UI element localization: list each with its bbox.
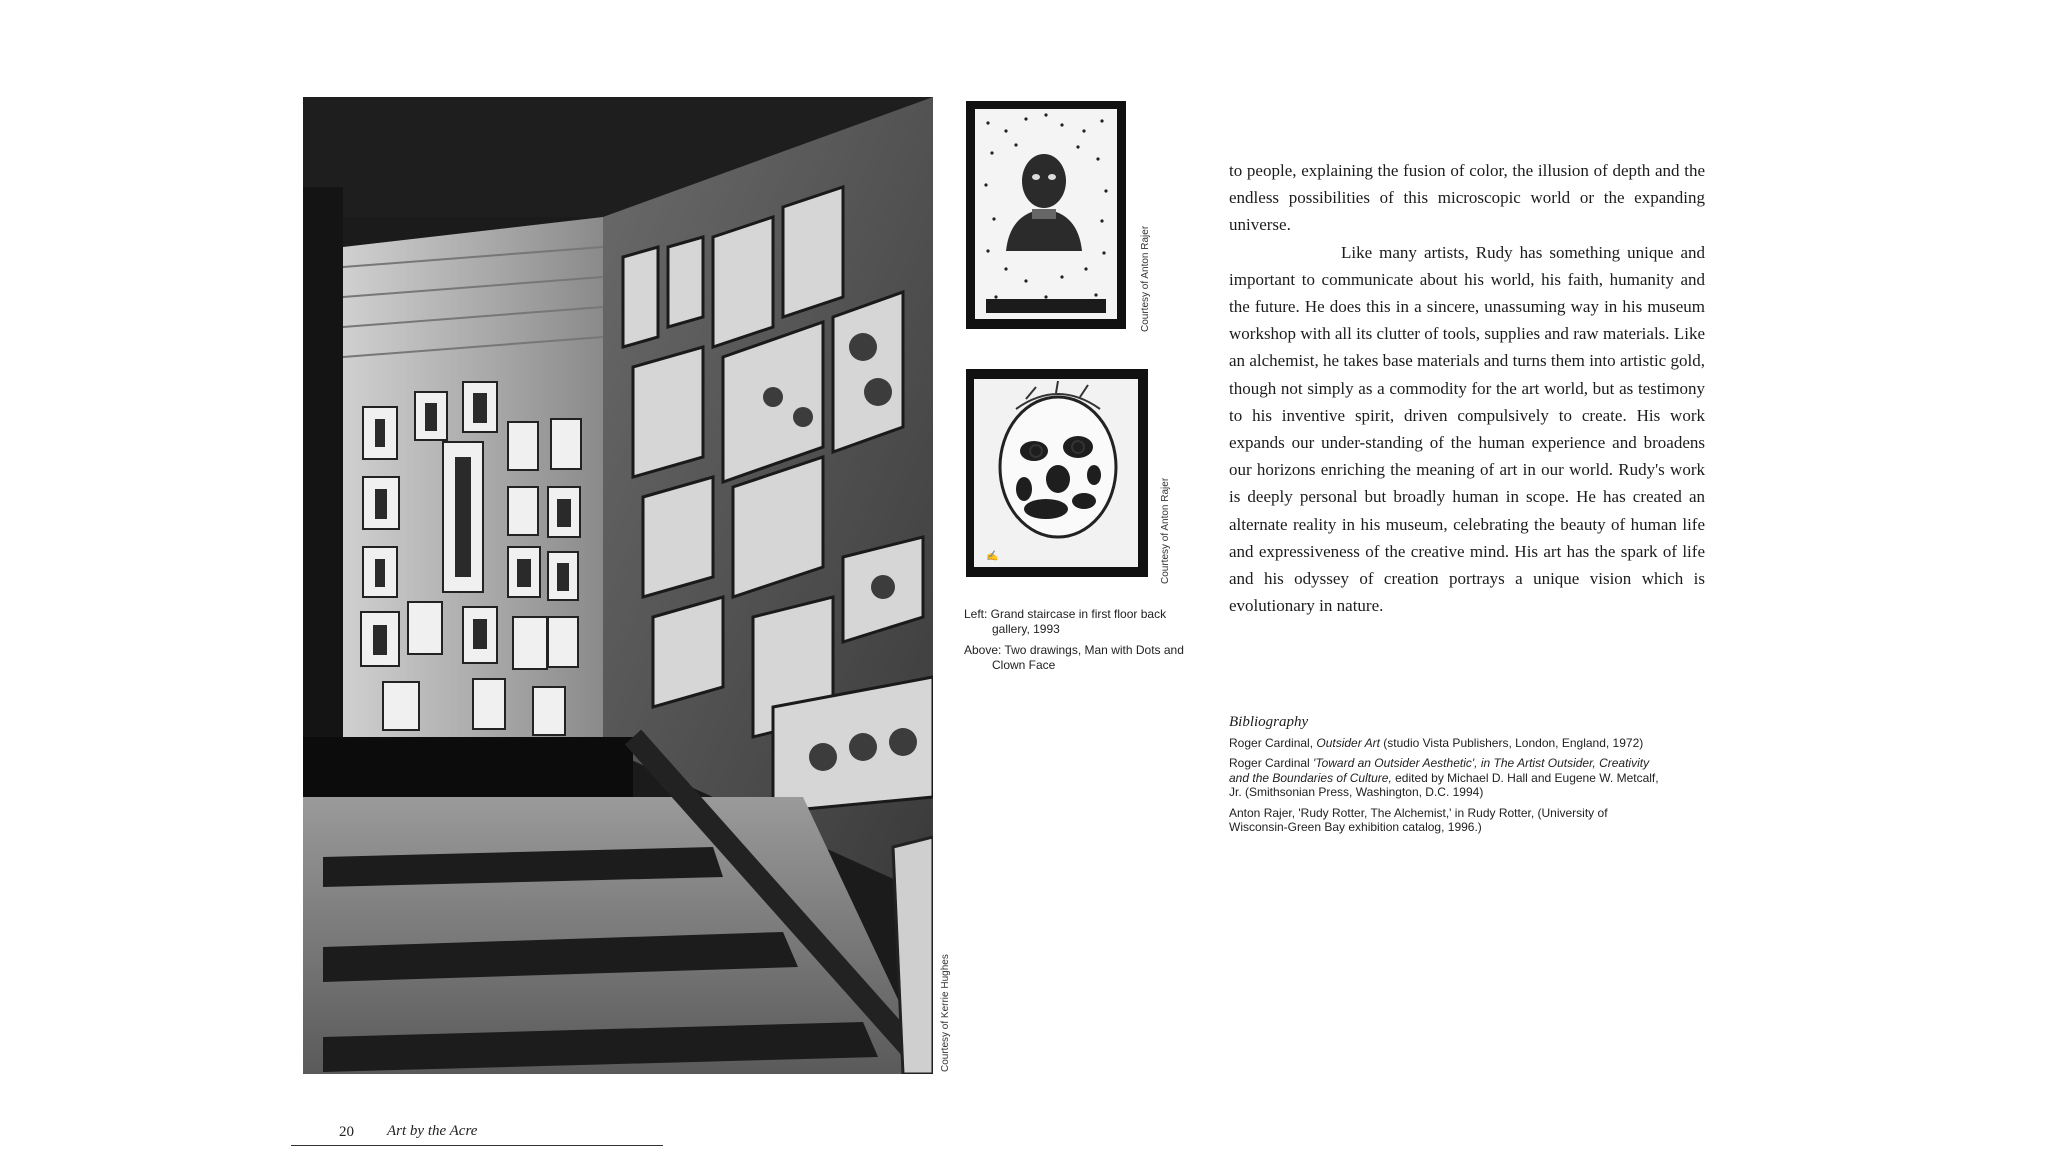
bibliography-entry: Roger Cardinal 'Toward an Outsider Aesthetic', in The Artist Outsider, Creativity and the Boundaries of Culture, edited by Michael D. Hall and Eugene W. Metcalf, Jr. (Smithsonian Press, Washington, D.C. 1994) [1229, 756, 1659, 799]
body-paragraph-2: Like many artists, Rudy has something unique and important to communicate about his world, his faith, humanity and the future. He does this in a sincere, unassuming way in his museum workshop with all its clutter of tools, supplies and raw materials. Like an alchemist, he takes base materials and turns them into artistic gold, though not simply as a commodity for the art world, but as testimony to his inventive spirit, driven compulsively to create. His work expands our under-standing of the human experience and broadens our horizons enriching the meaning of art in our world. Rudy's work is deeply personal but broadly human in scope. He has created an alternate reality in his museum, celebrating the beauty of human life and expressiveness of the creative mind. His art has the spark of life and his odyssey of creation portrays a unique vision which is evolutionary in nature. [1229, 242, 1705, 616]
caption-left: Left: Grand staircase in first floor back gallery, 1993 [964, 607, 1167, 636]
man-with-dots-illustration [966, 101, 1126, 329]
bibliography-entry: Roger Cardinal, Outsider Art (studio Vista Publishers, London, England, 1972) [1229, 735, 1644, 750]
man-with-dots-drawing [966, 101, 1126, 329]
photo-captions [964, 607, 1184, 679]
bibliography [1229, 715, 1667, 841]
bibliography-entry: Anton Rajer, 'Rudy Rotter, The Alchemist,' in Rudy Rotter, (University of Wisconsin-Green Bay exhibition catalog, 1996.) [1229, 805, 1608, 834]
bibliography-title: Bibliography [1229, 714, 1309, 730]
clown-face-illustration [966, 369, 1148, 577]
svg-text:✍: ✍ [986, 551, 999, 562]
caption-above: Above: Two drawings, Man with Dots and Clown Face [964, 643, 1184, 672]
clown-drawing-credit: Courtesy of Anton Rajer [1160, 477, 1171, 584]
man-drawing-credit: Courtesy of Anton Rajer [1140, 225, 1151, 332]
page-number: 20 [339, 1124, 354, 1140]
book-title: Art by the Acre [387, 1123, 478, 1139]
clown-face-drawing [966, 369, 1148, 577]
staircase-photo-illustration [303, 97, 933, 1074]
article-body [1229, 157, 1705, 619]
page-footer [291, 1122, 663, 1146]
staircase-photo-credit: Courtesy of Kerrie Hughes [940, 954, 951, 1072]
staircase-photo [303, 97, 933, 1074]
body-paragraph-1: to people, explaining the fusion of color, the illusion of depth and the endless possibilities of this microscopic world or the expanding universe. [1229, 161, 1705, 235]
